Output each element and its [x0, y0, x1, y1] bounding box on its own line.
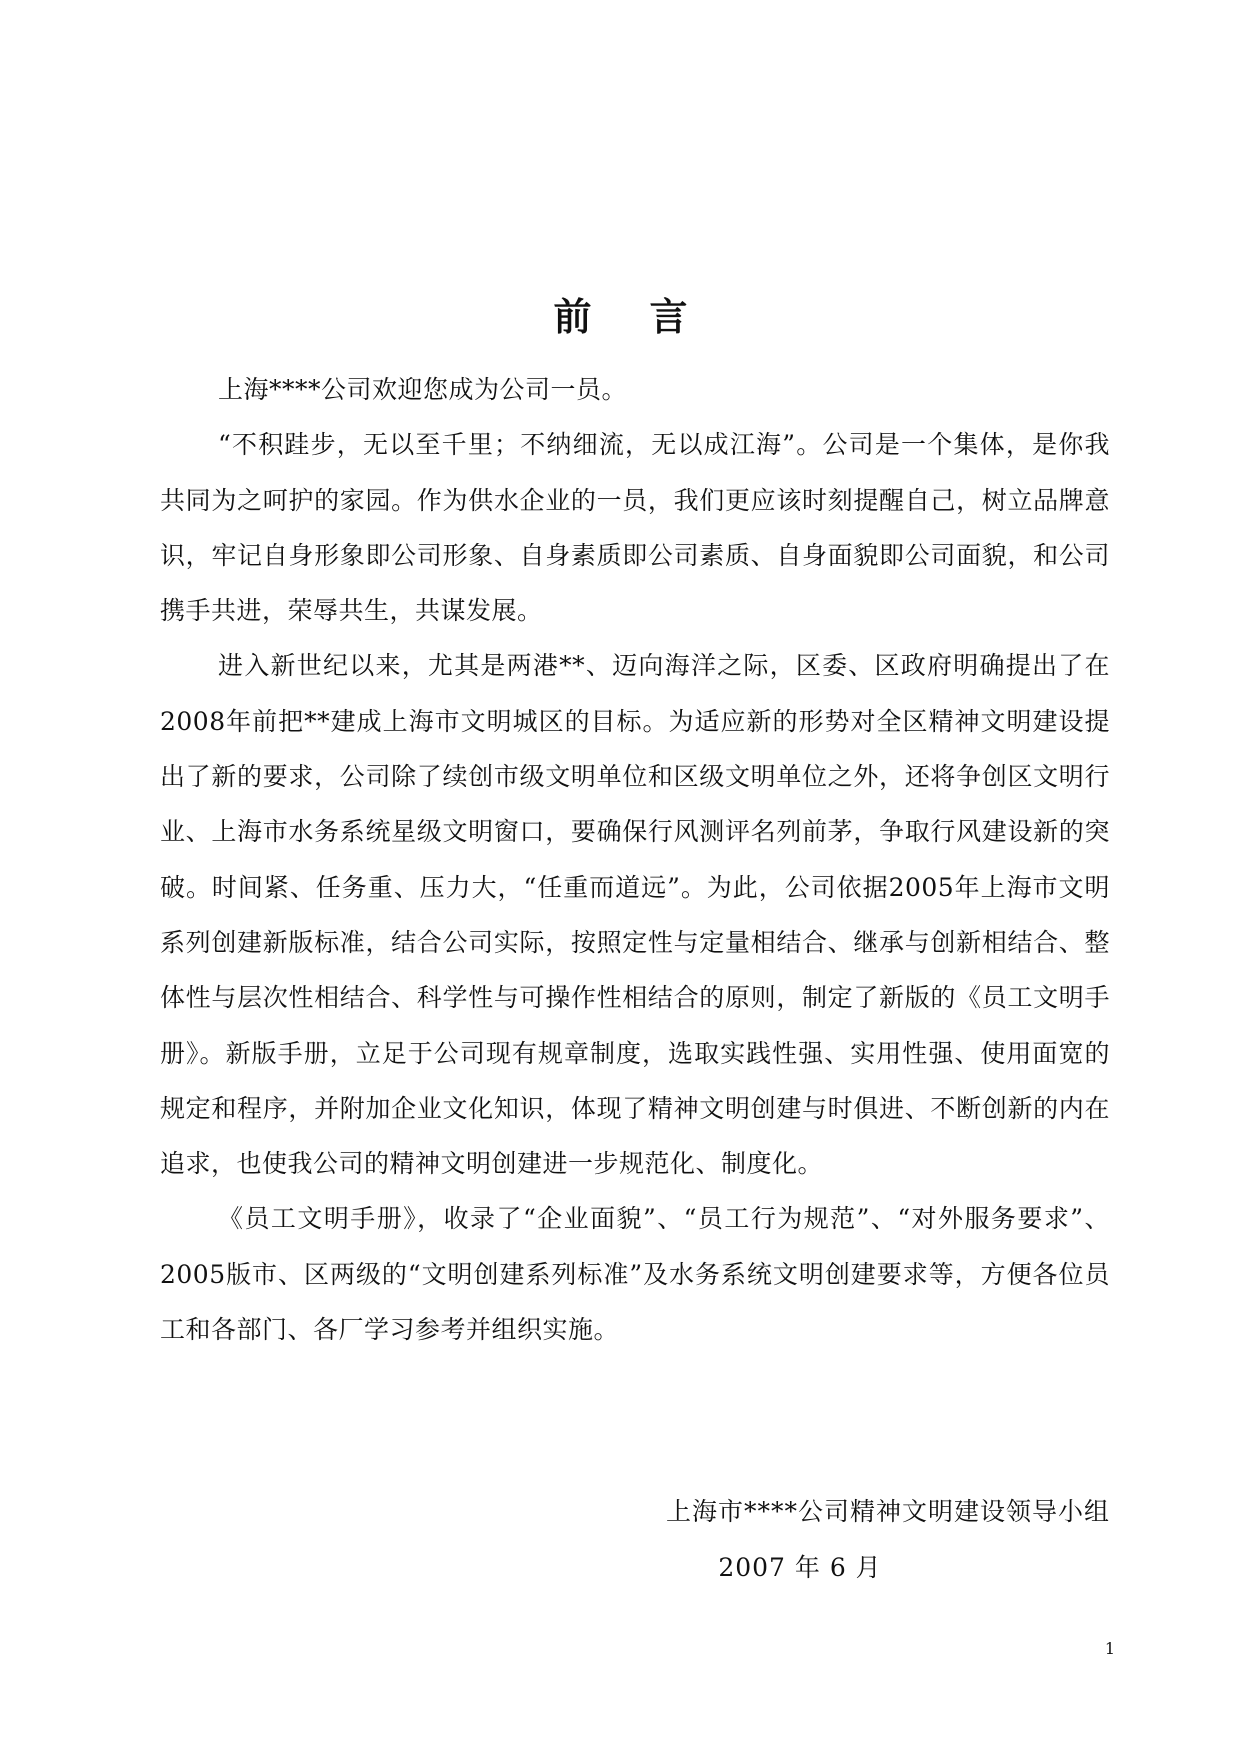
page-title: 前言	[553, 295, 746, 339]
signature-organization: 上海市****公司精神文明建设领导小组	[665, 1497, 1110, 1526]
page-number: 1	[1104, 1639, 1116, 1658]
signature-date: 2007 年 6 月	[718, 1553, 882, 1582]
paragraph-contents: 《员工文明手册》，收录了“企业面貌”、“员工行为规范”、“对外服务要求”、2005版市、区两级的“文明创建系列标准”及水务系统文明创建要求等，方便各位员工和各部门、各厂学习参考并组织实施。	[160, 1204, 1110, 1345]
paragraph-motto: “不积跬步，无以至千里；不纳细流，无以成江海”。公司是一个集体，是你我共同为之呵护的家园。作为供水企业的一员，我们更应该时刻提醒自己，树立品牌意识，牢记自身形象即公司形象、自身素质即公司素质、自身面貌即公司面貌，和公司携手共进，荣辱共生，共谋发展。	[160, 430, 1110, 626]
body-text	[160, 362, 1110, 1357]
paragraph-background: 进入新世纪以来，尤其是两港**、迈向海洋之际，区委、区政府明确提出了在2008年前把**建成上海市文明城区的目标。为适应新的形势对全区精神文明建设提出了新的要求，公司除了续创市级文明单位和区级文明单位之外，还将争创区文明行业、上海市水务系统星级文明窗口，要确保行风测评名列前茅，争取行风建设新的突破。时间紧、任务重、压力大，“任重而道远”。为此，公司依据2005年上海市文明系列创建新版标准，结合公司实际，按照定性与定量相结合、继承与创新相结合、整体性与层次性相结合、科学性与可操作性相结合的原则，制定了新版的《员工文明手册》。新版手册，立足于公司现有规章制度，选取实践性强、实用性强、使用面宽的规定和程序，并附加企业文化知识，体现了精神文明创建与时俱进、不断创新的内在追求，也使我公司的精神文明创建进一步规范化、制度化。	[160, 651, 1110, 1179]
paragraph-welcome: 上海****公司欢迎您成为公司一员。	[218, 375, 628, 404]
